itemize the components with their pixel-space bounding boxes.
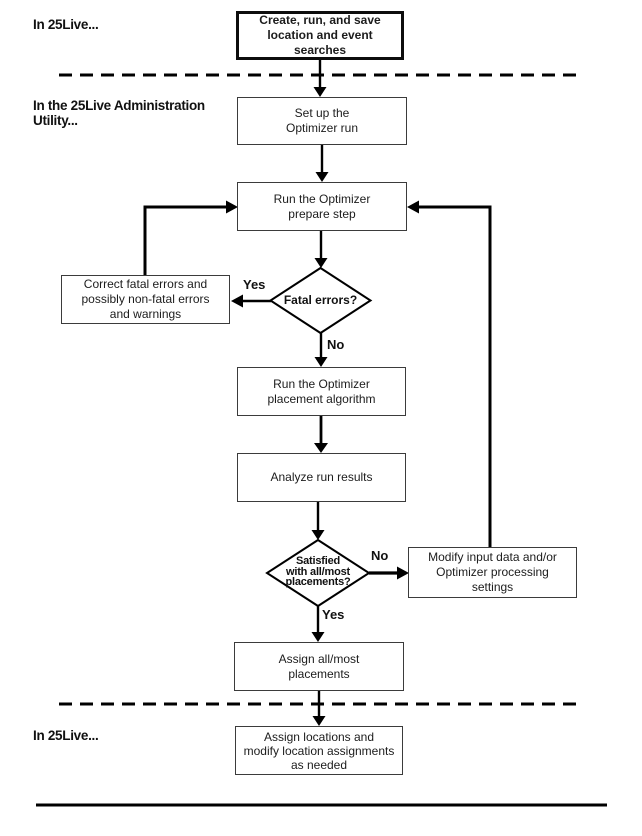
node-text-line: Optimizer run (285, 121, 359, 135)
connector-satisfied-no-to-modify (369, 567, 409, 580)
node-text-line: Set up the (294, 106, 350, 120)
connector-setup-to-prepare (316, 145, 329, 182)
section-label-line: Utility... (33, 113, 78, 128)
decision-text-line: placements? (285, 576, 351, 588)
node-text-line: Optimizer processing (436, 565, 549, 579)
connector-placement-to-analyze (314, 416, 328, 453)
node-text-line: searches (293, 43, 347, 57)
section-label-25live-top: In 25Live... (33, 17, 99, 32)
node-text-line: placements (288, 666, 350, 681)
section-label-line: In the 25Live Administration (33, 98, 205, 113)
node-text-line: Modify input data and/or (428, 550, 557, 564)
decision-satisfied-placements-label (266, 556, 370, 588)
connector-fatal-no-to-placement (315, 333, 328, 367)
node-text-line: location and event (267, 28, 373, 42)
node-assign-placements (234, 642, 404, 691)
node-modify-input-data (408, 547, 577, 598)
connector-correct-loop-to-prepare (145, 201, 238, 276)
node-assign-locations (235, 726, 403, 775)
node-run-prepare-step (237, 182, 407, 231)
node-text-line: settings (471, 580, 514, 594)
node-text-line: Analyze run results (270, 470, 373, 484)
decision-fatal-errors-label: Fatal errors? (283, 293, 358, 307)
label-fatal-yes: Yes (243, 277, 266, 292)
connector-modify-loop-to-prepare (407, 201, 490, 548)
node-text-line: Run the Optimizer (273, 191, 371, 206)
label-fatal-no: No (327, 337, 345, 352)
node-text-line: as needed (290, 757, 348, 772)
decision-text-line: Satisfied (295, 555, 341, 567)
node-text-line: Assign locations and (263, 729, 375, 744)
node-text-line: Assign all/most (278, 651, 360, 666)
node-text-line: modify location assignments (243, 743, 395, 758)
node-setup-optimizer-run (237, 97, 407, 145)
node-correct-fatal-errors (61, 275, 230, 324)
connector-create-to-setup (314, 59, 327, 97)
node-text-line: prepare step (288, 206, 356, 221)
connector-analyze-to-satisfied (312, 502, 325, 540)
node-text-line: possibly non-fatal errors (81, 292, 210, 306)
node-run-placement-algorithm (237, 367, 406, 416)
label-satisfied-yes: Yes (322, 607, 345, 622)
node-text-line: Correct fatal errors and (83, 277, 208, 291)
section-label-25live-bottom: In 25Live... (33, 728, 99, 743)
node-text-line: placement algorithm (267, 391, 376, 406)
connector-fatal-yes-to-correct (231, 295, 271, 308)
node-text-line: Run the Optimizer (273, 376, 370, 391)
node-analyze-run-results (237, 453, 406, 502)
section-label-admin-utility (33, 98, 205, 128)
decision-text-line: with all/most (285, 565, 351, 578)
connector-assign-to-assign-locations (313, 691, 326, 726)
connector-prepare-to-fatal (315, 231, 328, 268)
node-create-searches (236, 11, 404, 60)
label-satisfied-no: No (371, 548, 389, 563)
node-text-line: Create, run, and save (259, 13, 381, 27)
node-text-line: and warnings (109, 307, 182, 321)
